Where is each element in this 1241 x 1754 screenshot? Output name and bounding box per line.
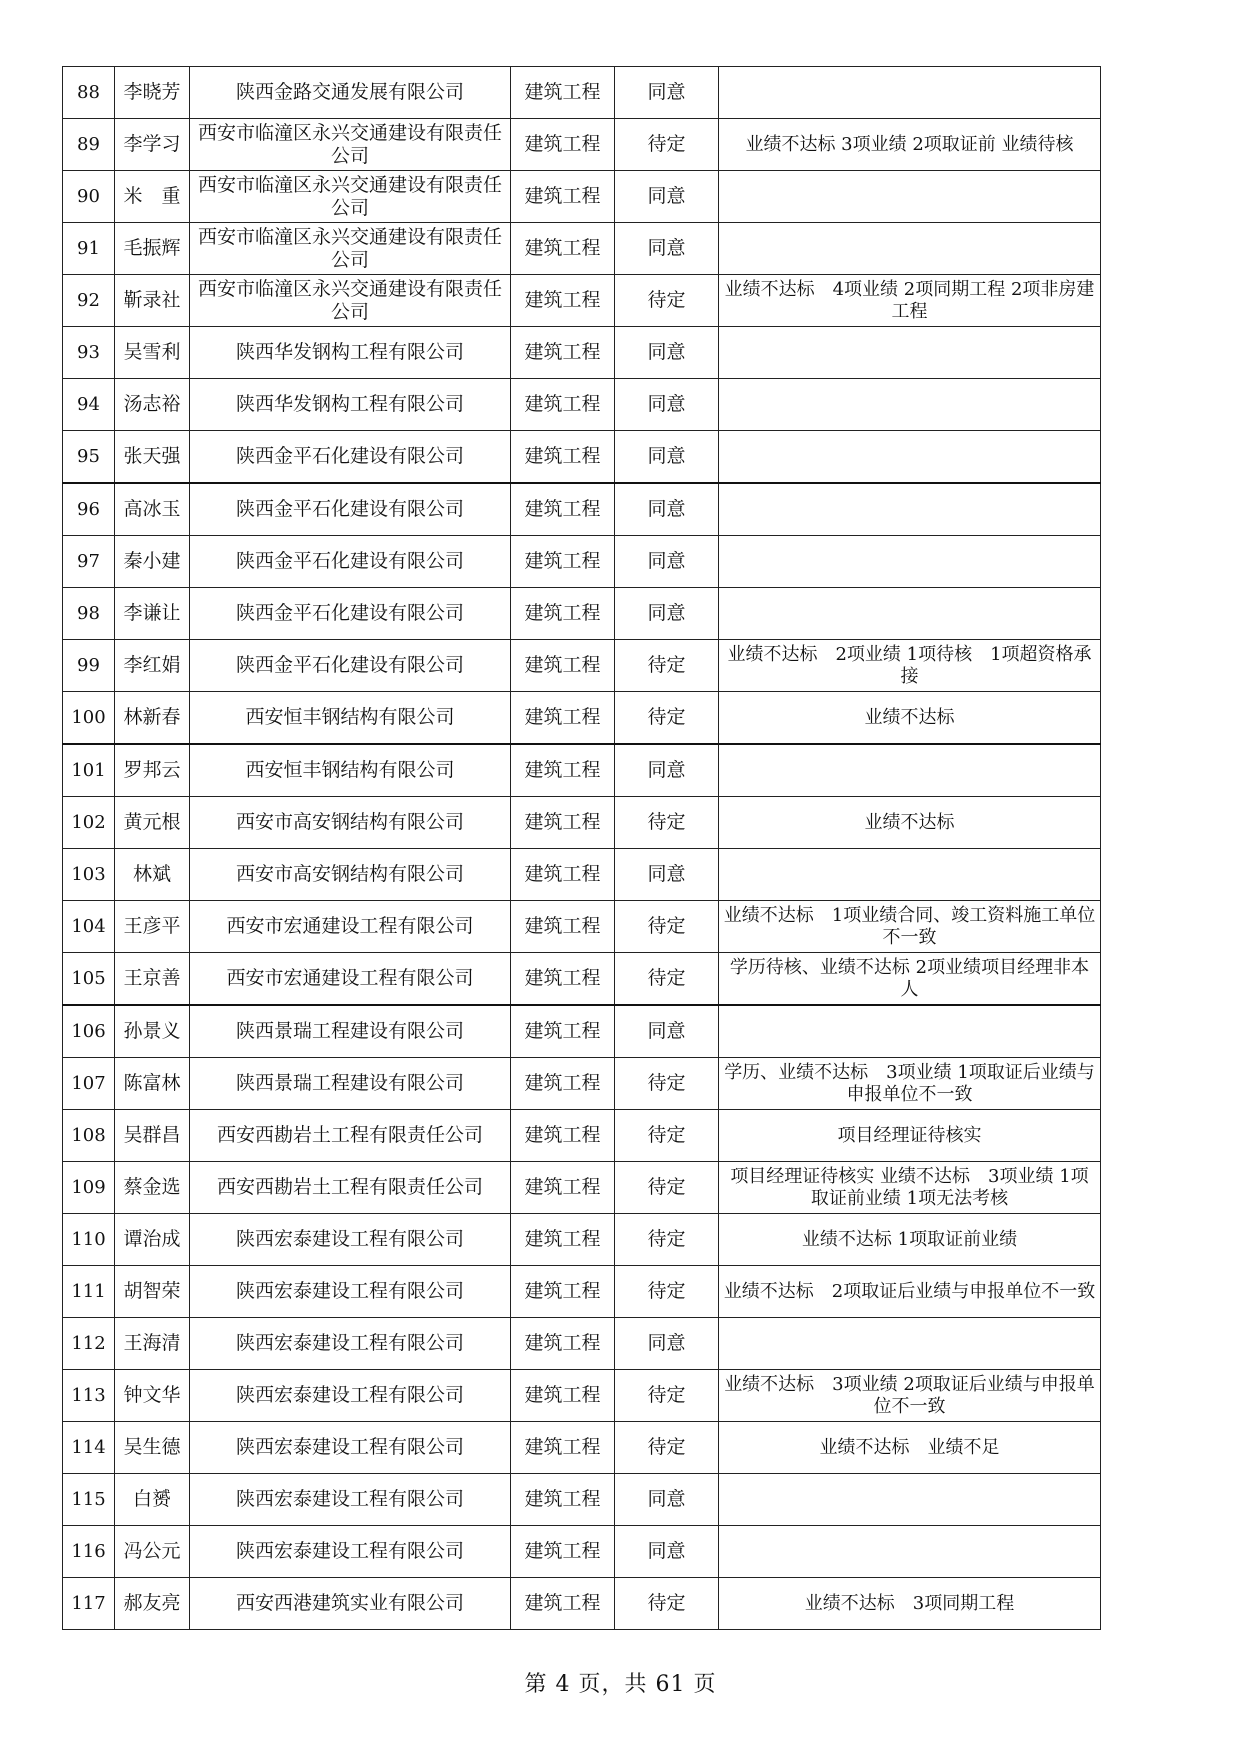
row-number-cell: 88: [63, 67, 115, 119]
category-cell: 建筑工程: [511, 1526, 615, 1578]
category-cell: 建筑工程: [511, 1110, 615, 1162]
table-row: [63, 119, 1101, 171]
company-name-cell: 陕西宏泰建设工程有限公司: [190, 1318, 511, 1370]
company-name-cell: 西安市临潼区永兴交通建设有限责任公司: [190, 223, 511, 275]
row-number-cell: 93: [63, 327, 115, 379]
person-name-cell: 汤志裕: [115, 379, 190, 431]
category-cell: 建筑工程: [511, 67, 615, 119]
category-cell: 建筑工程: [511, 692, 615, 745]
row-number-cell: 108: [63, 1110, 115, 1162]
category-cell: 建筑工程: [511, 1214, 615, 1266]
table-row: [63, 1266, 1101, 1318]
table-row: [63, 1110, 1101, 1162]
table-row: [63, 223, 1101, 275]
review-note-cell: 业绩不达标 1项取证前业绩: [719, 1214, 1101, 1266]
row-number-cell: 116: [63, 1526, 115, 1578]
table-row: [63, 67, 1101, 119]
table-row: [63, 744, 1101, 797]
company-name-cell: 西安恒丰钢结构有限公司: [190, 692, 511, 745]
person-name-cell: 吴雪利: [115, 327, 190, 379]
review-status-cell: 待定: [615, 797, 719, 849]
company-name-cell: 西安市临潼区永兴交通建设有限责任公司: [190, 171, 511, 223]
review-note-cell: [719, 1005, 1101, 1058]
company-name-cell: 西安市宏通建设工程有限公司: [190, 953, 511, 1006]
review-status-cell: 待定: [615, 901, 719, 953]
category-cell: 建筑工程: [511, 744, 615, 797]
person-name-cell: 郝友亮: [115, 1578, 190, 1630]
row-number-cell: 103: [63, 849, 115, 901]
review-status-cell: 同意: [615, 536, 719, 588]
person-name-cell: 蔡金选: [115, 1162, 190, 1214]
review-status-cell: 同意: [615, 744, 719, 797]
company-name-cell: 陕西华发钢构工程有限公司: [190, 379, 511, 431]
person-name-cell: 李谦让: [115, 588, 190, 640]
company-name-cell: 陕西宏泰建设工程有限公司: [190, 1526, 511, 1578]
category-cell: 建筑工程: [511, 1318, 615, 1370]
review-note-cell: [719, 1526, 1101, 1578]
review-status-cell: 待定: [615, 953, 719, 1006]
company-name-cell: 西安恒丰钢结构有限公司: [190, 744, 511, 797]
company-name-cell: 西安市临潼区永兴交通建设有限责任公司: [190, 119, 511, 171]
row-number-cell: 89: [63, 119, 115, 171]
company-name-cell: 陕西宏泰建设工程有限公司: [190, 1266, 511, 1318]
table-row: [63, 797, 1101, 849]
row-number-cell: 115: [63, 1474, 115, 1526]
review-table: [62, 66, 1101, 1630]
category-cell: 建筑工程: [511, 223, 615, 275]
review-note-cell: 业绩不达标 3项业绩 2项取证后业绩与申报单位不一致: [719, 1370, 1101, 1422]
review-note-cell: [719, 1318, 1101, 1370]
table-row: [63, 1318, 1101, 1370]
company-name-cell: 陕西金平石化建设有限公司: [190, 483, 511, 536]
table-row: [63, 640, 1101, 692]
review-status-cell: 同意: [615, 171, 719, 223]
row-number-cell: 92: [63, 275, 115, 327]
table-row: [63, 536, 1101, 588]
row-number-cell: 98: [63, 588, 115, 640]
table-row: [63, 1058, 1101, 1110]
table-row: [63, 1526, 1101, 1578]
person-name-cell: 谭治成: [115, 1214, 190, 1266]
table-row: [63, 1370, 1101, 1422]
person-name-cell: 李晓芳: [115, 67, 190, 119]
table-row: [63, 1422, 1101, 1474]
company-name-cell: 西安市宏通建设工程有限公司: [190, 901, 511, 953]
person-name-cell: 冯公元: [115, 1526, 190, 1578]
review-status-cell: 待定: [615, 119, 719, 171]
review-note-cell: [719, 1474, 1101, 1526]
row-number-cell: 91: [63, 223, 115, 275]
row-number-cell: 102: [63, 797, 115, 849]
category-cell: 建筑工程: [511, 1474, 615, 1526]
person-name-cell: 张天强: [115, 431, 190, 484]
category-cell: 建筑工程: [511, 327, 615, 379]
category-cell: 建筑工程: [511, 1578, 615, 1630]
company-name-cell: 陕西金路交通发展有限公司: [190, 67, 511, 119]
category-cell: 建筑工程: [511, 588, 615, 640]
review-note-cell: 业绩不达标 1项业绩合同、竣工资料施工单位不一致: [719, 901, 1101, 953]
person-name-cell: 米 重: [115, 171, 190, 223]
category-cell: 建筑工程: [511, 1058, 615, 1110]
category-cell: 建筑工程: [511, 119, 615, 171]
category-cell: 建筑工程: [511, 1266, 615, 1318]
review-note-cell: 业绩不达标: [719, 797, 1101, 849]
row-number-cell: 104: [63, 901, 115, 953]
company-name-cell: 陕西金平石化建设有限公司: [190, 588, 511, 640]
review-note-cell: 学历待核、业绩不达标 2项业绩项目经理非本人: [719, 953, 1101, 1006]
company-name-cell: 陕西金平石化建设有限公司: [190, 431, 511, 484]
review-note-cell: [719, 67, 1101, 119]
review-note-cell: 业绩不达标: [719, 692, 1101, 745]
company-name-cell: 陕西金平石化建设有限公司: [190, 536, 511, 588]
table-row: [63, 692, 1101, 745]
company-name-cell: 陕西宏泰建设工程有限公司: [190, 1474, 511, 1526]
review-status-cell: 同意: [615, 483, 719, 536]
company-name-cell: 西安市高安钢结构有限公司: [190, 849, 511, 901]
category-cell: 建筑工程: [511, 483, 615, 536]
table-row: [63, 901, 1101, 953]
review-note-cell: [719, 744, 1101, 797]
review-note-cell: [719, 171, 1101, 223]
person-name-cell: 靳录社: [115, 275, 190, 327]
row-number-cell: 90: [63, 171, 115, 223]
review-status-cell: 同意: [615, 431, 719, 484]
category-cell: 建筑工程: [511, 536, 615, 588]
category-cell: 建筑工程: [511, 901, 615, 953]
category-cell: 建筑工程: [511, 275, 615, 327]
page-footer: 第 4 页，共 61 页: [524, 1672, 717, 1697]
review-note-cell: [719, 223, 1101, 275]
person-name-cell: 罗邦云: [115, 744, 190, 797]
table-row: [63, 1005, 1101, 1058]
company-name-cell: 陕西宏泰建设工程有限公司: [190, 1370, 511, 1422]
table-row: [63, 275, 1101, 327]
review-note-cell: [719, 327, 1101, 379]
category-cell: 建筑工程: [511, 1162, 615, 1214]
row-number-cell: 94: [63, 379, 115, 431]
person-name-cell: 毛振辉: [115, 223, 190, 275]
company-name-cell: 陕西宏泰建设工程有限公司: [190, 1214, 511, 1266]
table-row: [63, 327, 1101, 379]
person-name-cell: 林新春: [115, 692, 190, 745]
row-number-cell: 95: [63, 431, 115, 484]
review-note-cell: 业绩不达标 3项业绩 2项取证前 业绩待核: [719, 119, 1101, 171]
review-status-cell: 待定: [615, 275, 719, 327]
review-status-cell: 待定: [615, 1370, 719, 1422]
review-status-cell: 同意: [615, 1005, 719, 1058]
person-name-cell: 白赟: [115, 1474, 190, 1526]
category-cell: 建筑工程: [511, 640, 615, 692]
company-name-cell: 西安西勘岩土工程有限责任公司: [190, 1162, 511, 1214]
row-number-cell: 99: [63, 640, 115, 692]
row-number-cell: 96: [63, 483, 115, 536]
review-status-cell: 同意: [615, 1474, 719, 1526]
company-name-cell: 陕西华发钢构工程有限公司: [190, 327, 511, 379]
person-name-cell: 钟文华: [115, 1370, 190, 1422]
person-name-cell: 王彦平: [115, 901, 190, 953]
category-cell: 建筑工程: [511, 953, 615, 1006]
category-cell: 建筑工程: [511, 797, 615, 849]
row-number-cell: 113: [63, 1370, 115, 1422]
table-row: [63, 1214, 1101, 1266]
review-status-cell: 待定: [615, 1110, 719, 1162]
person-name-cell: 吴生德: [115, 1422, 190, 1474]
company-name-cell: 西安西勘岩土工程有限责任公司: [190, 1110, 511, 1162]
company-name-cell: 西安市高安钢结构有限公司: [190, 797, 511, 849]
review-note-cell: 业绩不达标 3项同期工程: [719, 1578, 1101, 1630]
person-name-cell: 李红娟: [115, 640, 190, 692]
table-body: [63, 67, 1101, 1630]
table-row: [63, 483, 1101, 536]
company-name-cell: 陕西景瑞工程建设有限公司: [190, 1058, 511, 1110]
review-note-cell: 项目经理证待核实: [719, 1110, 1101, 1162]
review-status-cell: 待定: [615, 1058, 719, 1110]
review-note-cell: [719, 379, 1101, 431]
person-name-cell: 高冰玉: [115, 483, 190, 536]
row-number-cell: 109: [63, 1162, 115, 1214]
category-cell: 建筑工程: [511, 379, 615, 431]
category-cell: 建筑工程: [511, 1370, 615, 1422]
table-row: [63, 849, 1101, 901]
review-status-cell: 待定: [615, 1162, 719, 1214]
row-number-cell: 105: [63, 953, 115, 1006]
table-row: [63, 1162, 1101, 1214]
review-status-cell: 同意: [615, 849, 719, 901]
category-cell: 建筑工程: [511, 171, 615, 223]
category-cell: 建筑工程: [511, 431, 615, 484]
category-cell: 建筑工程: [511, 849, 615, 901]
row-number-cell: 107: [63, 1058, 115, 1110]
person-name-cell: 陈富林: [115, 1058, 190, 1110]
table-row: [63, 1578, 1101, 1630]
review-status-cell: 同意: [615, 67, 719, 119]
person-name-cell: 孙景义: [115, 1005, 190, 1058]
row-number-cell: 100: [63, 692, 115, 745]
review-status-cell: 同意: [615, 588, 719, 640]
review-note-cell: 业绩不达标 业绩不足: [719, 1422, 1101, 1474]
review-note-cell: [719, 588, 1101, 640]
review-status-cell: 同意: [615, 1318, 719, 1370]
table-row: [63, 431, 1101, 484]
row-number-cell: 110: [63, 1214, 115, 1266]
row-number-cell: 106: [63, 1005, 115, 1058]
review-status-cell: 同意: [615, 223, 719, 275]
table-row: [63, 953, 1101, 1006]
person-name-cell: 王海清: [115, 1318, 190, 1370]
table-row: [63, 171, 1101, 223]
table-row: [63, 1474, 1101, 1526]
company-name-cell: 陕西宏泰建设工程有限公司: [190, 1422, 511, 1474]
review-note-cell: 业绩不达标 2项业绩 1项待核 1项超资格承接: [719, 640, 1101, 692]
review-status-cell: 待定: [615, 640, 719, 692]
row-number-cell: 112: [63, 1318, 115, 1370]
review-status-cell: 待定: [615, 1214, 719, 1266]
company-name-cell: 陕西景瑞工程建设有限公司: [190, 1005, 511, 1058]
company-name-cell: 陕西金平石化建设有限公司: [190, 640, 511, 692]
review-status-cell: 同意: [615, 1526, 719, 1578]
review-status-cell: 待定: [615, 1422, 719, 1474]
row-number-cell: 101: [63, 744, 115, 797]
person-name-cell: 胡智荣: [115, 1266, 190, 1318]
person-name-cell: 林斌: [115, 849, 190, 901]
table-row: [63, 588, 1101, 640]
review-note-cell: [719, 536, 1101, 588]
row-number-cell: 111: [63, 1266, 115, 1318]
review-note-cell: 项目经理证待核实 业绩不达标 3项业绩 1项取证前业绩 1项无法考核: [719, 1162, 1101, 1214]
review-status-cell: 待定: [615, 692, 719, 745]
table-row: [63, 379, 1101, 431]
company-name-cell: 西安西港建筑实业有限公司: [190, 1578, 511, 1630]
person-name-cell: 王京善: [115, 953, 190, 1006]
row-number-cell: 97: [63, 536, 115, 588]
row-number-cell: 114: [63, 1422, 115, 1474]
person-name-cell: 秦小建: [115, 536, 190, 588]
review-note-cell: 业绩不达标 2项取证后业绩与申报单位不一致: [719, 1266, 1101, 1318]
review-status-cell: 同意: [615, 379, 719, 431]
review-note-cell: [719, 483, 1101, 536]
row-number-cell: 117: [63, 1578, 115, 1630]
review-status-cell: 待定: [615, 1578, 719, 1630]
person-name-cell: 李学习: [115, 119, 190, 171]
review-note-cell: 学历、业绩不达标 3项业绩 1项取证后业绩与申报单位不一致: [719, 1058, 1101, 1110]
person-name-cell: 黄元根: [115, 797, 190, 849]
person-name-cell: 吴群昌: [115, 1110, 190, 1162]
review-note-cell: [719, 849, 1101, 901]
company-name-cell: 西安市临潼区永兴交通建设有限责任公司: [190, 275, 511, 327]
review-note-cell: [719, 431, 1101, 484]
review-status-cell: 待定: [615, 1266, 719, 1318]
review-note-cell: 业绩不达标 4项业绩 2项同期工程 2项非房建工程: [719, 275, 1101, 327]
category-cell: 建筑工程: [511, 1005, 615, 1058]
review-status-cell: 同意: [615, 327, 719, 379]
category-cell: 建筑工程: [511, 1422, 615, 1474]
